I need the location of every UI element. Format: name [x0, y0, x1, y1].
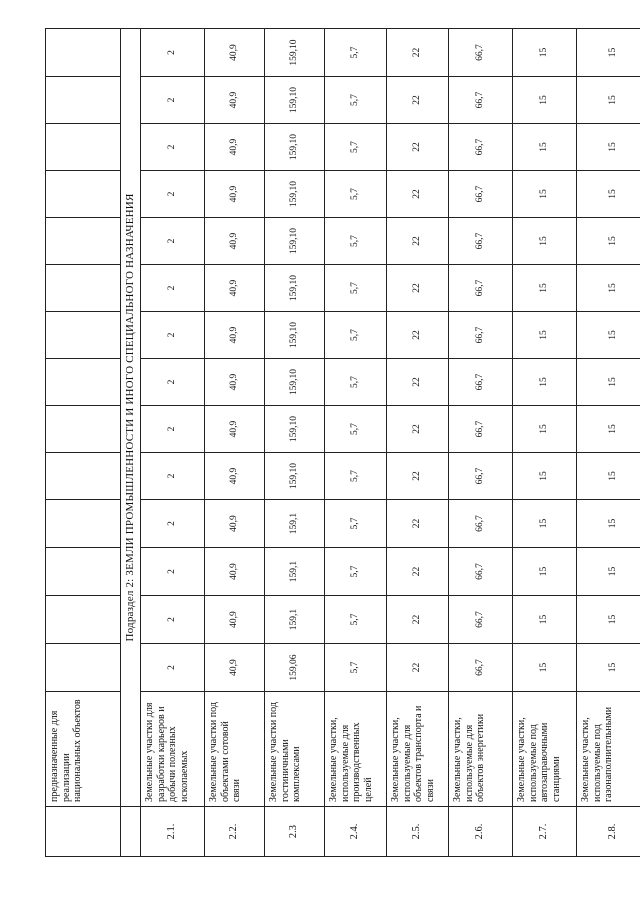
value-cell: 40,9 — [205, 359, 265, 406]
value-cell: 2 — [141, 548, 205, 596]
subsection-num-cell — [121, 807, 141, 857]
value-cell: 40,9 — [205, 500, 265, 548]
value-cell: 2 — [141, 77, 205, 124]
table-row — [387, 29, 449, 857]
value-cell: 15 — [513, 406, 577, 453]
value-cell: 22 — [387, 124, 449, 171]
value-cell: 66,7 — [449, 453, 513, 500]
value-cell: 159,10 — [265, 124, 325, 171]
row-name: Земельные участки под гостиничными комплексами — [265, 692, 325, 807]
value-cell: 15 — [577, 77, 640, 124]
header-blank-cell — [46, 548, 121, 596]
value-cell: 5,7 — [325, 406, 387, 453]
row-number: 2.2. — [205, 807, 265, 857]
value-cell: 15 — [577, 644, 640, 692]
row-name: Земельные участки, используемые для объектов транспорта и связи — [387, 692, 449, 807]
value-cell: 15 — [513, 312, 577, 359]
value-cell: 15 — [513, 644, 577, 692]
value-cell: 22 — [387, 265, 449, 312]
table-row — [577, 29, 640, 857]
value-cell: 66,7 — [449, 596, 513, 644]
header-row — [46, 29, 121, 857]
header-num-cell — [46, 807, 121, 857]
table-row — [449, 29, 513, 857]
header-blank-cell — [46, 312, 121, 359]
value-cell: 15 — [513, 77, 577, 124]
value-cell: 22 — [387, 77, 449, 124]
value-cell: 5,7 — [325, 218, 387, 265]
row-number: 2.8. — [577, 807, 640, 857]
value-cell: 15 — [577, 124, 640, 171]
value-cell: 15 — [513, 596, 577, 644]
value-cell: 15 — [513, 500, 577, 548]
value-cell: 159,10 — [265, 171, 325, 218]
value-cell: 159,1 — [265, 596, 325, 644]
row-name: Земельные участки, используемые для производственных целей — [325, 692, 387, 807]
value-cell: 66,7 — [449, 29, 513, 77]
header-blank-cell — [46, 265, 121, 312]
value-cell: 159,1 — [265, 548, 325, 596]
value-cell: 5,7 — [325, 359, 387, 406]
value-cell: 66,7 — [449, 218, 513, 265]
value-cell: 22 — [387, 500, 449, 548]
value-cell: 159,1 — [265, 500, 325, 548]
value-cell: 66,7 — [449, 644, 513, 692]
value-cell: 66,7 — [449, 171, 513, 218]
header-blank-cell — [46, 29, 121, 77]
value-cell: 40,9 — [205, 312, 265, 359]
subsection-row — [121, 29, 141, 857]
value-cell: 15 — [577, 29, 640, 77]
value-cell: 159,10 — [265, 265, 325, 312]
table-row — [325, 29, 387, 857]
value-cell: 66,7 — [449, 500, 513, 548]
value-cell: 5,7 — [325, 312, 387, 359]
value-cell: 2 — [141, 124, 205, 171]
value-cell: 15 — [577, 171, 640, 218]
value-cell: 40,9 — [205, 29, 265, 77]
value-cell: 66,7 — [449, 406, 513, 453]
value-cell: 2 — [141, 406, 205, 453]
value-cell: 15 — [577, 453, 640, 500]
value-cell: 40,9 — [205, 596, 265, 644]
value-cell: 22 — [387, 644, 449, 692]
value-cell: 15 — [577, 406, 640, 453]
header-blank-cell — [46, 453, 121, 500]
tariff-table — [45, 28, 640, 857]
header-blank-cell — [46, 406, 121, 453]
value-cell: 66,7 — [449, 124, 513, 171]
value-cell: 40,9 — [205, 548, 265, 596]
value-cell: 66,7 — [449, 548, 513, 596]
value-cell: 15 — [577, 265, 640, 312]
value-cell: 5,7 — [325, 596, 387, 644]
value-cell: 15 — [577, 548, 640, 596]
value-cell: 2 — [141, 29, 205, 77]
row-name: Земельные участки, используемые под газонаполнительными — [577, 692, 640, 807]
value-cell: 15 — [513, 265, 577, 312]
value-cell: 66,7 — [449, 312, 513, 359]
row-number: 2.5. — [387, 807, 449, 857]
rotated-table-wrapper — [45, 33, 619, 857]
value-cell: 5,7 — [325, 29, 387, 77]
value-cell: 66,7 — [449, 77, 513, 124]
value-cell: 15 — [513, 453, 577, 500]
value-cell: 5,7 — [325, 500, 387, 548]
header-blank-cell — [46, 359, 121, 406]
row-name: Земельные участки, используемые для объектов энергетики — [449, 692, 513, 807]
value-cell: 159,10 — [265, 359, 325, 406]
value-cell: 15 — [513, 124, 577, 171]
row-number: 2.7. — [513, 807, 577, 857]
value-cell: 5,7 — [325, 77, 387, 124]
value-cell: 159,10 — [265, 29, 325, 77]
value-cell: 15 — [577, 312, 640, 359]
row-name: Земельные участки, используемые под автозаправочными станциями — [513, 692, 577, 807]
value-cell: 15 — [513, 171, 577, 218]
row-number: 2.6. — [449, 807, 513, 857]
value-cell: 2 — [141, 359, 205, 406]
value-cell: 5,7 — [325, 644, 387, 692]
value-cell: 5,7 — [325, 453, 387, 500]
value-cell: 15 — [513, 548, 577, 596]
value-cell: 22 — [387, 359, 449, 406]
value-cell: 22 — [387, 548, 449, 596]
value-cell: 40,9 — [205, 218, 265, 265]
value-cell: 2 — [141, 453, 205, 500]
value-cell: 22 — [387, 596, 449, 644]
value-cell: 159,10 — [265, 312, 325, 359]
row-number: 2.1. — [141, 807, 205, 857]
value-cell: 40,9 — [205, 406, 265, 453]
value-cell: 40,9 — [205, 171, 265, 218]
header-blank-cell — [46, 124, 121, 171]
table-row — [513, 29, 577, 857]
value-cell: 159,10 — [265, 218, 325, 265]
value-cell: 159,06 — [265, 644, 325, 692]
header-label-cell: предназначенные для реализации национальных объектов — [46, 692, 121, 807]
value-cell: 2 — [141, 500, 205, 548]
value-cell: 15 — [577, 218, 640, 265]
header-blank-cell — [46, 500, 121, 548]
value-cell: 15 — [513, 218, 577, 265]
value-cell: 22 — [387, 218, 449, 265]
header-blank-cell — [46, 596, 121, 644]
row-name: Земельные участки под объектами сотовой связи — [205, 692, 265, 807]
table-row — [141, 29, 205, 857]
value-cell: 2 — [141, 644, 205, 692]
value-cell: 159,10 — [265, 453, 325, 500]
value-cell: 159,10 — [265, 406, 325, 453]
value-cell: 2 — [141, 265, 205, 312]
value-cell: 5,7 — [325, 548, 387, 596]
row-name: Земельные участки для разработки карьеров и добычи полезных ископаемых — [141, 692, 205, 807]
value-cell: 40,9 — [205, 124, 265, 171]
header-blank-cell — [46, 77, 121, 124]
value-cell: 15 — [577, 500, 640, 548]
header-blank-cell — [46, 218, 121, 265]
row-number: 2.3 — [265, 807, 325, 857]
value-cell: 22 — [387, 171, 449, 218]
value-cell: 66,7 — [449, 265, 513, 312]
table-row — [205, 29, 265, 857]
table-row — [265, 29, 325, 857]
value-cell: 40,9 — [205, 453, 265, 500]
value-cell: 2 — [141, 218, 205, 265]
value-cell: 2 — [141, 596, 205, 644]
subsection-title: Подраздел 2: ЗЕМЛИ ПРОМЫШЛЕННОСТИ И ИНОГО СПЕЦИАЛЬНОГО НАЗНАЧЕНИЯ — [121, 29, 141, 807]
value-cell: 22 — [387, 312, 449, 359]
value-cell: 40,9 — [205, 77, 265, 124]
value-cell: 2 — [141, 171, 205, 218]
value-cell: 2 — [141, 312, 205, 359]
header-blank-cell — [46, 171, 121, 218]
value-cell: 5,7 — [325, 265, 387, 312]
value-cell: 22 — [387, 29, 449, 77]
value-cell: 159,10 — [265, 77, 325, 124]
value-cell: 15 — [513, 359, 577, 406]
header-blank-cell — [46, 644, 121, 692]
value-cell: 22 — [387, 406, 449, 453]
value-cell: 66,7 — [449, 359, 513, 406]
value-cell: 22 — [387, 453, 449, 500]
value-cell: 5,7 — [325, 171, 387, 218]
value-cell: 5,7 — [325, 124, 387, 171]
value-cell: 15 — [577, 359, 640, 406]
value-cell: 40,9 — [205, 265, 265, 312]
value-cell: 15 — [513, 29, 577, 77]
value-cell: 15 — [577, 596, 640, 644]
value-cell: 40,9 — [205, 644, 265, 692]
row-number: 2.4. — [325, 807, 387, 857]
